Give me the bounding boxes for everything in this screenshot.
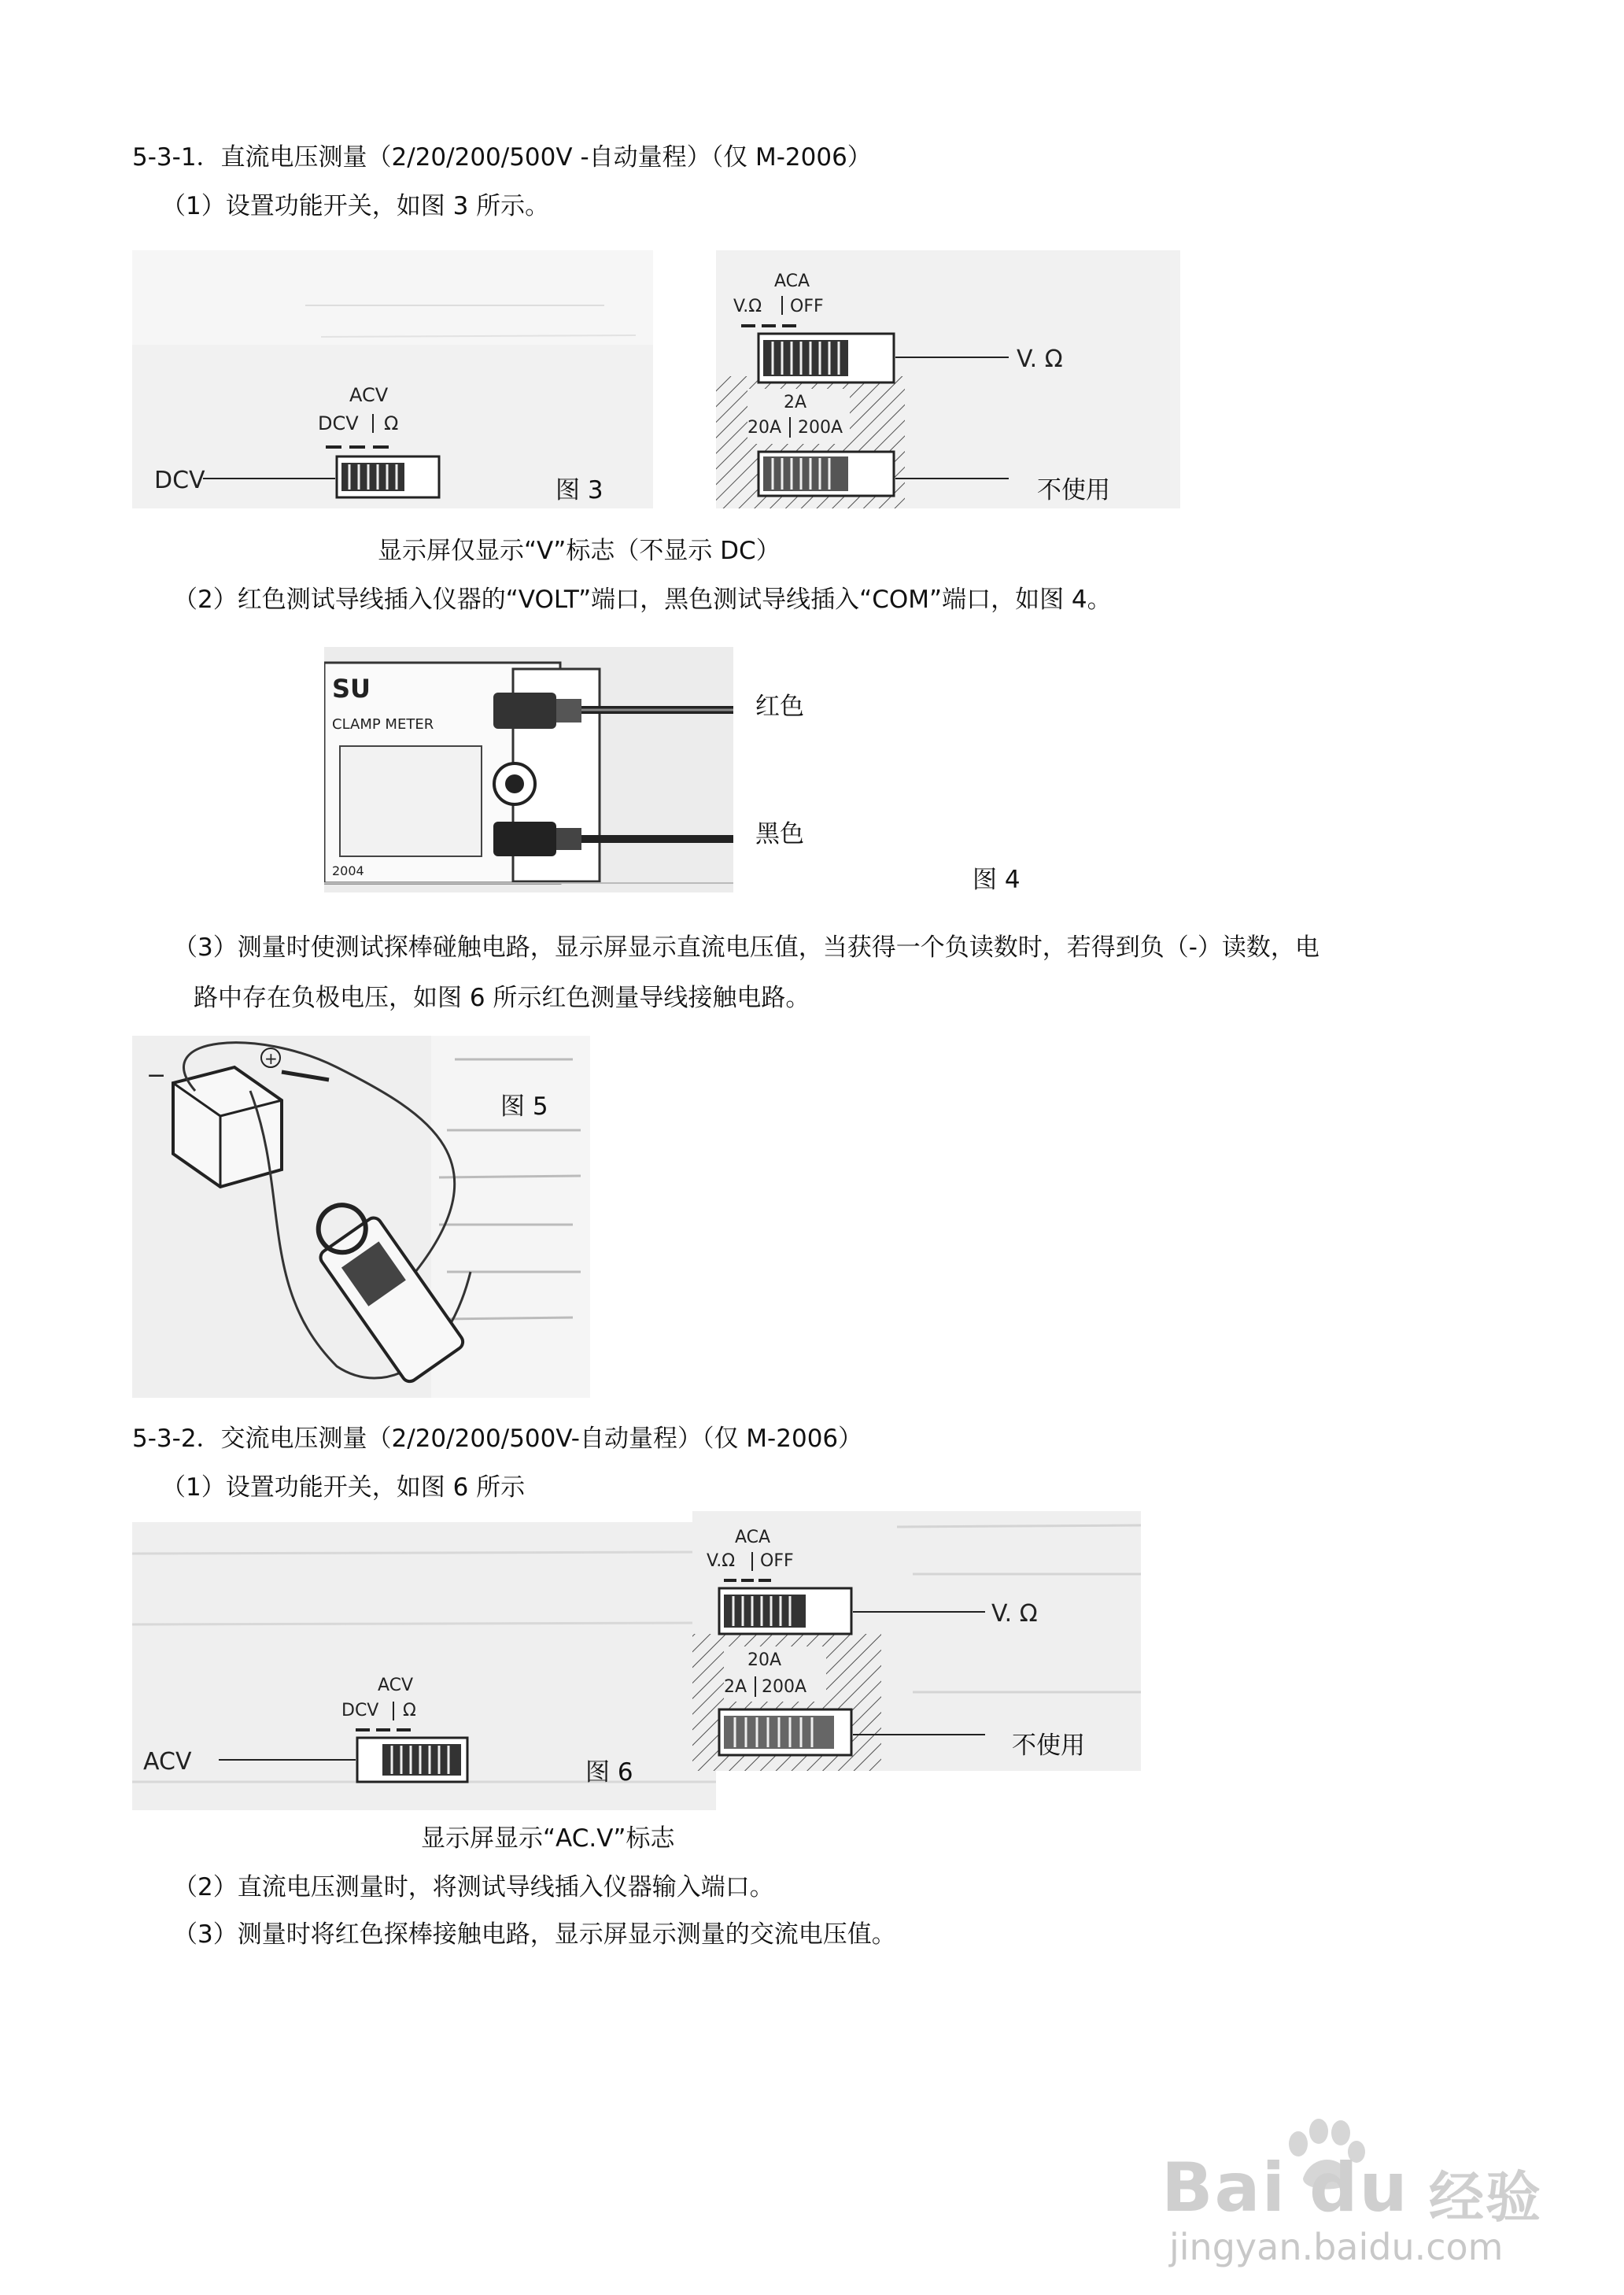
dcv-label: DCV bbox=[318, 412, 359, 434]
figure-5-battery-measurement bbox=[132, 1036, 590, 1398]
unused-label-fig6: 不使用 bbox=[1012, 1731, 1085, 1760]
figure-3-left-switch bbox=[132, 250, 653, 508]
watermark-cn: 经验 bbox=[1429, 2165, 1542, 2230]
off-label: OFF bbox=[790, 297, 824, 316]
figure-3-right-switch bbox=[716, 250, 1180, 508]
step-2-dc: （2）红色测试导线插入仪器的“VOLT”端口，黑色测试导线插入“COM”端口，如图 4。 bbox=[173, 586, 1112, 614]
figure-4-meter-ports bbox=[324, 647, 932, 893]
aca-label-ac: ACA bbox=[735, 1528, 771, 1547]
200a-label-ac: 200A bbox=[762, 1677, 807, 1697]
20a-top-label-ac: 20A bbox=[747, 1650, 782, 1670]
black-label: 黑色 bbox=[755, 820, 804, 848]
figure-5-caption: 图 5 bbox=[500, 1092, 548, 1121]
section-title-ac: 5-3-2．交流电压测量（2/20/200/500V-自动量程）（仅 M-2006） bbox=[132, 1425, 863, 1453]
dcv-arrow-label: DCV bbox=[154, 467, 205, 494]
step-3-dc-line1: （3）测量时使测试探棒碰触电路，显示屏显示直流电压值，当获得一个负读数时，若得到负（-）读数，电 bbox=[173, 933, 1320, 962]
step-3-ac: （3）测量时将红色探棒接触电路，显示屏显示测量的交流电压值。 bbox=[173, 1920, 896, 1949]
svg-text:−: − bbox=[146, 1062, 167, 1089]
meter-sub-text: CLAMP METER bbox=[332, 716, 434, 733]
slide-switch bbox=[337, 456, 439, 497]
watermark-brand: Bai bbox=[1161, 2149, 1287, 2227]
acv-label-ac: ACV bbox=[378, 1676, 414, 1695]
2a-label: 2A bbox=[784, 393, 807, 412]
v-ohm-label: V.Ω bbox=[733, 297, 762, 316]
figure-6-caption: 图 6 bbox=[585, 1758, 633, 1787]
watermark-url: jingyan.baidu.com bbox=[1169, 2226, 1504, 2268]
step-2-ac: （2）直流电压测量时，将测试导线插入仪器输入端口。 bbox=[173, 1873, 774, 1901]
step-1-dc: （1）设置功能开关，如图 3 所示。 bbox=[161, 192, 550, 220]
off-label-ac: OFF bbox=[760, 1551, 794, 1571]
red-label: 红色 bbox=[755, 693, 804, 721]
v-ohm-label-ac: V.Ω bbox=[707, 1551, 736, 1571]
acv-arrow-label: ACV bbox=[143, 1748, 192, 1776]
meter-brand-text: SU bbox=[332, 674, 371, 704]
step-1-ac: （1）设置功能开关，如图 6 所示 bbox=[161, 1473, 526, 1502]
meter-model-text: 2004 bbox=[332, 863, 364, 878]
2a-label-ac: 2A bbox=[724, 1677, 747, 1697]
ohm-label: Ω bbox=[384, 412, 399, 434]
figure-3-caption: 图 3 bbox=[555, 476, 603, 504]
200a-label: 200A bbox=[798, 418, 843, 438]
20a-label: 20A bbox=[747, 418, 782, 438]
dcv-label-ac: DCV bbox=[341, 1701, 379, 1720]
v-ohm-arrow-label-ac: V. Ω bbox=[991, 1600, 1038, 1628]
watermark-brand2: du bbox=[1309, 2149, 1409, 2227]
unused-label-fig3: 不使用 bbox=[1037, 476, 1110, 504]
display-note-dc: 显示屏仅显示“V”标志（不显示 DC） bbox=[378, 537, 781, 565]
ohm-label-ac: Ω bbox=[403, 1701, 416, 1720]
step-3-dc-line2: 路中存在负极电压，如图 6 所示红色测量导线接触电路。 bbox=[194, 984, 810, 1012]
section-title-dc: 5-3-1．直流电压测量（2/20/200/500V -自动量程）（仅 M-2006） bbox=[132, 143, 872, 172]
aca-label: ACA bbox=[774, 272, 810, 291]
svg-text:+: + bbox=[264, 1049, 278, 1068]
acv-label: ACV bbox=[349, 384, 389, 406]
baidu-watermark bbox=[1161, 2117, 1586, 2267]
v-ohm-arrow-label: V. Ω bbox=[1017, 346, 1063, 373]
display-note-ac: 显示屏显示“AC.V”标志 bbox=[421, 1824, 675, 1853]
figure-4-caption: 图 4 bbox=[973, 866, 1021, 894]
